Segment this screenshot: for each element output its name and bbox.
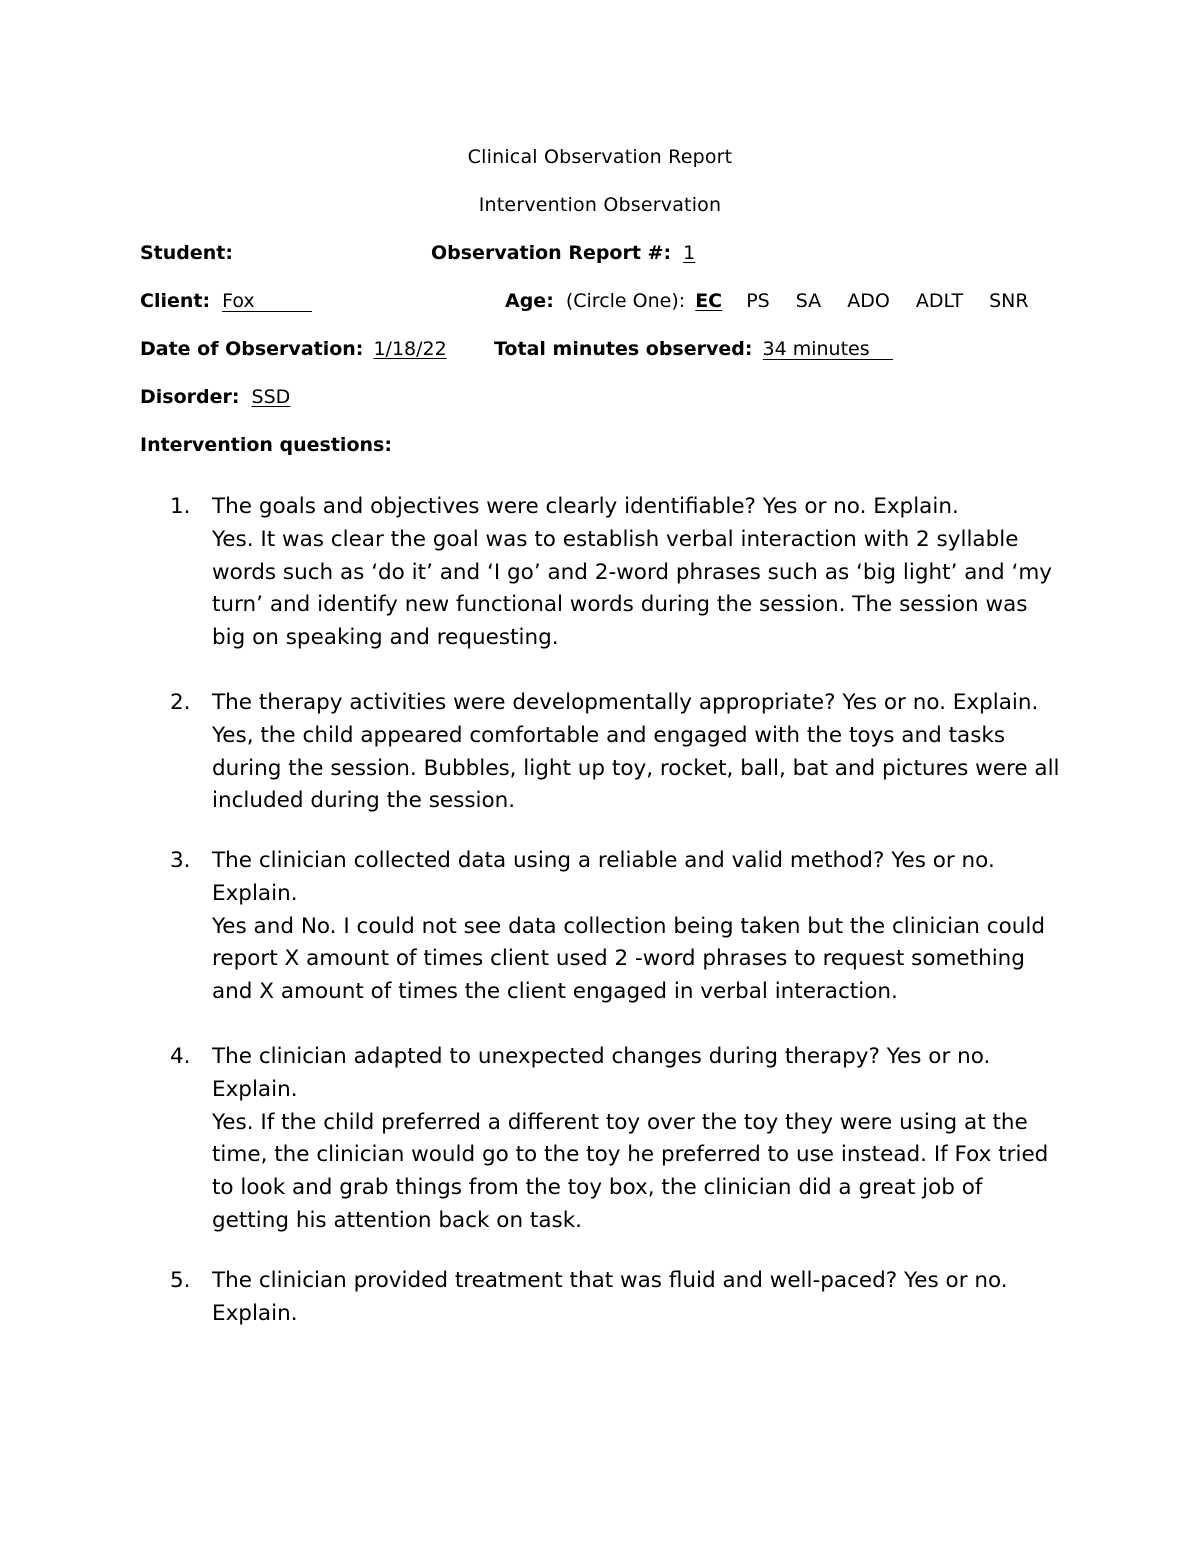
client-field [140,290,312,312]
report-number-value: 1 [683,242,696,264]
question-number: 3. [170,848,191,873]
question-item-5 [170,1265,1070,1331]
minutes-label: Total minutes observed: [494,338,753,360]
age-option-snr: SNR [989,290,1029,312]
minutes-field [494,338,893,360]
age-option-adlt: ADLT [915,290,964,312]
question-number: 4. [170,1044,191,1069]
disorder-value: SSD [251,386,291,408]
disorder-field [140,386,290,408]
age-label: Age: [505,290,554,312]
report-subtitle: Intervention Observation [478,194,722,216]
question-text: The clinician adapted to unexpected changes during therapy? Yes or no. Explain. [212,1044,991,1102]
question-text: The clinician collected data using a reliable and valid method? Yes or no. Explain. [212,848,995,906]
age-prefix: (Circle One): [565,290,686,312]
date-value: 1/18/22 [373,338,447,360]
question-item-2 [170,687,1070,818]
age-option-sa: SA [795,290,822,312]
question-item-4 [170,1041,1070,1238]
question-item-3 [170,845,1070,1009]
answer-text: Yes, the child appeared comfortable and engaged with the toys and tasks during the session. Bubbles, light up toy, rocket, ball, bat and pictures were all included during the session. [212,722,1060,814]
student-label: Student: [140,242,233,264]
question-text: The goals and objectives were clearly identifiable? Yes or no. Explain. [212,494,959,519]
report-number-label: Observation Report #: [431,242,672,264]
disorder-label: Disorder: [140,386,240,408]
question-item-1 [170,491,1070,655]
answer-text: Yes. It was clear the goal was to establish verbal interaction with 2 syllable words such as ‘do it’ and ‘I go’ and 2-word phrases such as ‘big light’ and ‘my turn’ and identify new functional words during the session. The session was big on speaking and requesting. [212,526,1053,651]
report-title: Clinical Observation Report [467,146,733,168]
answer-text: Yes and No. I could not see data collection being taken but the clinician could report X amount of times client used 2 -word phrases to request something and X amount of times the client engaged in verbal interaction. [212,913,1045,1005]
question-number: 1. [170,494,191,519]
question-number: 2. [170,690,191,715]
student-field [140,242,233,264]
date-label: Date of Observation: [140,338,364,360]
age-option-ado: ADO [847,290,890,312]
age-field [505,290,1029,312]
question-number: 5. [170,1268,191,1293]
minutes-value: 34 minutes [763,339,893,360]
client-value: Fox [222,291,312,312]
date-field [140,338,447,360]
question-text: The therapy activities were developmentally appropriate? Yes or no. Explain. [212,690,1039,715]
questions-heading: Intervention questions: [140,434,392,456]
age-option-ps: PS [746,290,770,312]
age-option-ec: EC [695,290,723,312]
report-number-field [431,242,695,264]
question-text: The clinician provided treatment that was fluid and well-paced? Yes or no. Explain. [212,1268,1008,1326]
client-label: Client: [140,290,211,312]
answer-text: Yes. If the child preferred a different toy over the toy they were using at the time, the clinician would go to the toy he preferred to use instead. If Fox tried to look and grab things from the toy box, the clinician did a great job of getting his attention back on task. [212,1109,1049,1233]
